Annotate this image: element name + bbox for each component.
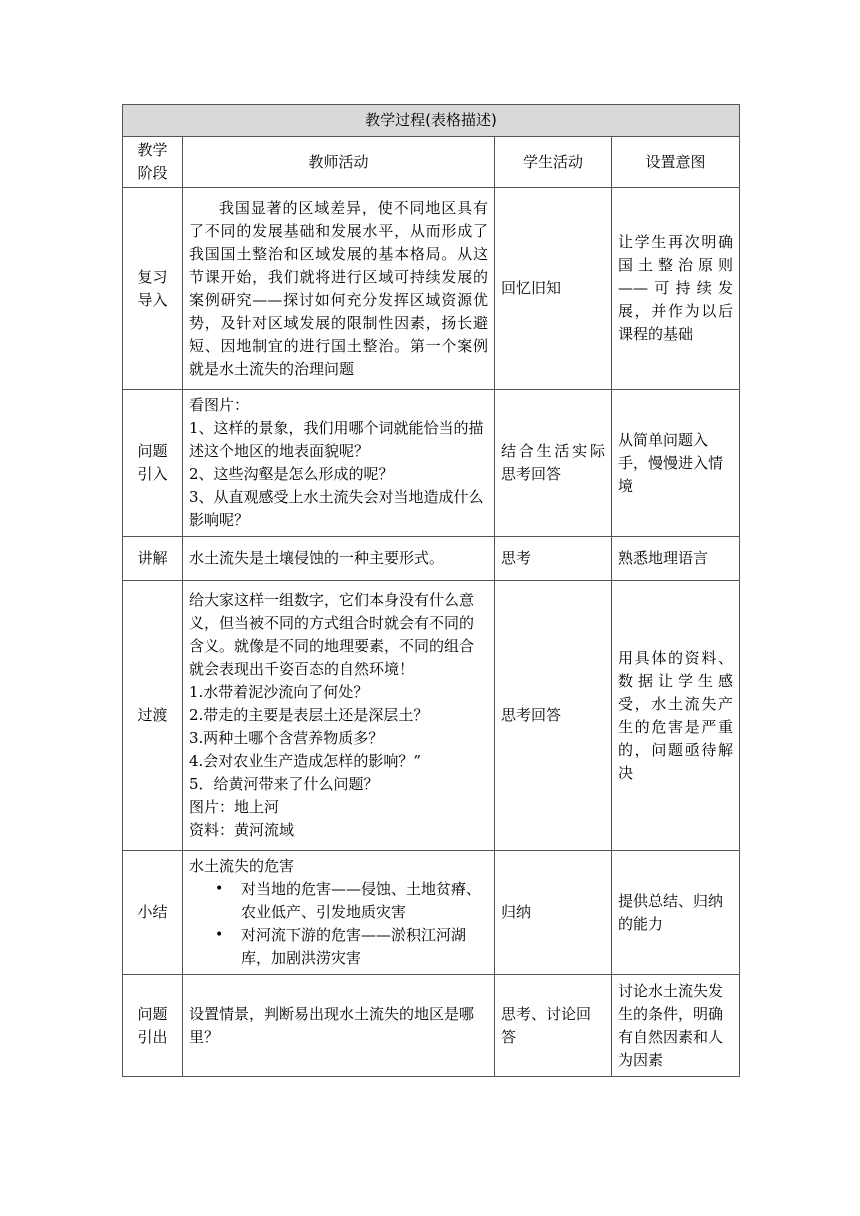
table-row <box>123 581 740 851</box>
student-activity-cell: 思考 <box>495 537 612 581</box>
bullet-dot-icon: • <box>215 881 224 897</box>
teacher-activity-cell <box>183 581 495 851</box>
student-activity-cell: 回忆旧知 <box>495 188 612 390</box>
teacher-activity-cell <box>183 851 495 975</box>
table-row <box>123 975 740 1077</box>
teacher-line: 1、这样的景象，我们用哪个词就能恰当的描述这个地区的地表面貌呢？ <box>189 419 484 460</box>
intent-cell: 熟悉地理语言 <box>612 537 740 581</box>
stage-cell: 小结 <box>123 851 183 975</box>
teacher-line: 4.会对农业生产造成怎样的影响？” <box>189 752 421 770</box>
summary-bullet-list <box>189 878 488 970</box>
table-row <box>123 188 740 390</box>
stage-cell: 复习 导入 <box>123 188 183 390</box>
table-row <box>123 851 740 975</box>
teacher-activity-cell <box>183 390 495 537</box>
header-intent: 设置意图 <box>612 137 740 188</box>
student-activity-cell: 结合生活实际思考回答 <box>495 390 612 537</box>
intent-cell: 提供总结、归纳的能力 <box>612 851 740 975</box>
teacher-line: 资料：黄河流域 <box>189 821 295 839</box>
teacher-intro: 给大家这样一组数字，它们本身没有什么意义，但当被不同的方式组合时就会有不同的含义。就像是不同的地理要素，不同的组合就会表现出千姿百态的自然环境！ <box>189 591 475 678</box>
intent-cell: 用具体的资料、数据让学生感受，水土流失产生的危害是严重的，问题亟待解决 <box>612 581 740 851</box>
teacher-line: 3、从直观感受上水土流失会对当地造成什么影响呢？ <box>189 488 484 529</box>
bullet-dot-icon: • <box>215 927 224 943</box>
stage-cell: 问题 引出 <box>123 975 183 1077</box>
teacher-line: 看图片： <box>189 396 250 414</box>
list-item <box>215 924 488 970</box>
summary-heading: 水土流失的危害 <box>189 857 295 875</box>
table-header-row <box>123 137 740 188</box>
student-activity-cell: 思考、讨论回答 <box>495 975 612 1077</box>
table-title-row <box>123 105 740 137</box>
teacher-line: 2、这些沟壑是怎么形成的呢？ <box>189 465 394 483</box>
table-title: 教学过程(表格描述) <box>123 105 740 137</box>
teacher-line: 3.两种土哪个含营养物质多？ <box>189 729 384 747</box>
intent-cell: 从简单问题入手，慢慢进入情境 <box>612 390 740 537</box>
table-row <box>123 390 740 537</box>
intent-cell: 让学生再次明确国土整治原则——可持续发展，并作为以后课程的基础 <box>612 188 740 390</box>
intent-cell: 讨论水土流失发生的条件，明确有自然因素和人为因素 <box>612 975 740 1077</box>
teacher-activity-cell: 我国显著的区域差异，使不同地区具有了不同的发展基础和发展水平，从而形成了我国国土整治和区域发展的基本格局。从这节课开始，我们就将进行区域可持续发展的案例研究——探讨如何充分发挥区域资源优势，及针对区域发展的限制性因素，扬长避短、因地制宜的进行国土整治。第一个案例就是水土流失的治理问题 <box>183 188 495 390</box>
teacher-line: 2.带走的主要是表层土还是深层土？ <box>189 706 429 724</box>
teaching-process-table <box>122 104 740 1077</box>
student-activity-cell: 归纳 <box>495 851 612 975</box>
table-row <box>123 537 740 581</box>
teacher-line: 1.水带着泥沙流向了何处？ <box>189 683 369 701</box>
teacher-activity-cell: 水土流失是土壤侵蚀的一种主要形式。 <box>183 537 495 581</box>
bullet-text: 对当地的危害——侵蚀、土地贫瘠、农业低产、引发地质灾害 <box>241 880 482 921</box>
student-activity-cell: 思考回答 <box>495 581 612 851</box>
teacher-line: 5．给黄河带来了什么问题？ <box>189 775 379 793</box>
stage-cell: 问题 引入 <box>123 390 183 537</box>
bullet-text: 对河流下游的危害——淤积江河湖库，加剧洪涝灾害 <box>241 926 467 967</box>
header-stage: 教学 阶段 <box>123 137 183 188</box>
stage-cell: 讲解 <box>123 537 183 581</box>
header-teacher: 教师活动 <box>183 137 495 188</box>
header-student: 学生活动 <box>495 137 612 188</box>
teacher-line: 图片：地上河 <box>189 798 280 816</box>
teacher-activity-cell: 设置情景，判断易出现水土流失的地区是哪里？ <box>183 975 495 1077</box>
list-item <box>215 878 488 924</box>
stage-cell: 过渡 <box>123 581 183 851</box>
